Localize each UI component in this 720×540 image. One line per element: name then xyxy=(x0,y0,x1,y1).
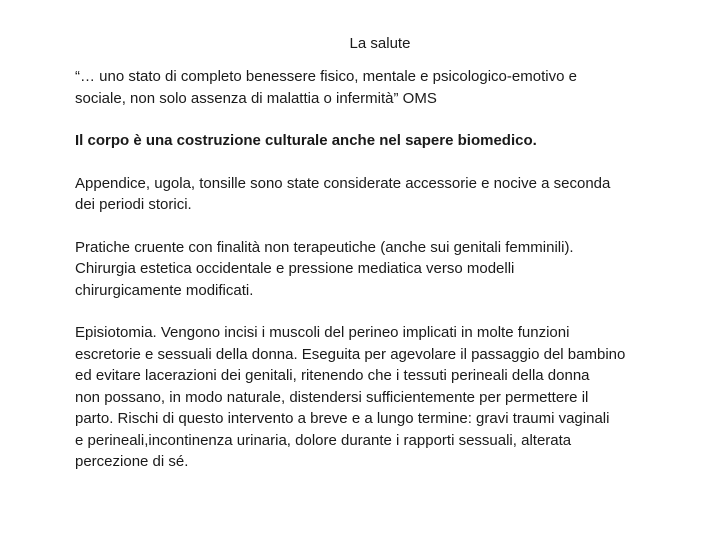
text-line: Chirurgia estetica occidentale e pressione mediatica verso modelli xyxy=(75,260,515,277)
text-line: e perineali,incontinenza urinaria, dolore durante i rapporti sessuali, alterata xyxy=(75,431,572,449)
paragraph-body-cultural-construction xyxy=(75,130,685,152)
text-line: Episiotomia. Vengono incisi i muscoli del perineo implicati in molte funzioni xyxy=(75,324,570,341)
text-line: “… uno stato di completo benessere fisico, mentale e psicologico-emotivo e xyxy=(75,68,577,85)
slide-body xyxy=(75,66,685,494)
paragraph-episiotomy xyxy=(75,322,685,473)
text-line: escretorie e sessuali della donna. Eseguita per agevolare il passaggio del bambino xyxy=(75,345,626,363)
text-line: Pratiche cruente con finalità non terapeutiche (anche sui genitali femminili). xyxy=(75,238,574,256)
text-line: dei periodi storici. xyxy=(75,196,192,213)
text-line: non possano, in modo naturale, distendersi sufficientemente per permettere il xyxy=(75,388,589,406)
slide-title: La salute xyxy=(349,35,411,52)
text-line: Il corpo è una costruzione culturale anche nel sapere biomedico. xyxy=(75,132,537,149)
paragraph-non-therapeutic-practices xyxy=(75,237,685,302)
text-line: percezione di sé. xyxy=(75,453,189,470)
paragraph-organs-history xyxy=(75,173,685,216)
text-line: parto. Rischi di questo intervento a breve e a lungo termine: gravi traumi vaginali xyxy=(75,410,610,427)
text-line: Appendice, ugola, tonsille sono state considerate accessorie e nocive a seconda xyxy=(75,174,611,192)
text-line: sociale, non solo assenza di malattia o infermità” OMS xyxy=(75,89,437,107)
paragraph-who-definition xyxy=(75,66,685,109)
text-line: chirurgicamente modificati. xyxy=(75,281,254,299)
text-line: ed evitare lacerazioni dei genitali, ritenendo che i tessuti perineali della donna xyxy=(75,367,590,384)
